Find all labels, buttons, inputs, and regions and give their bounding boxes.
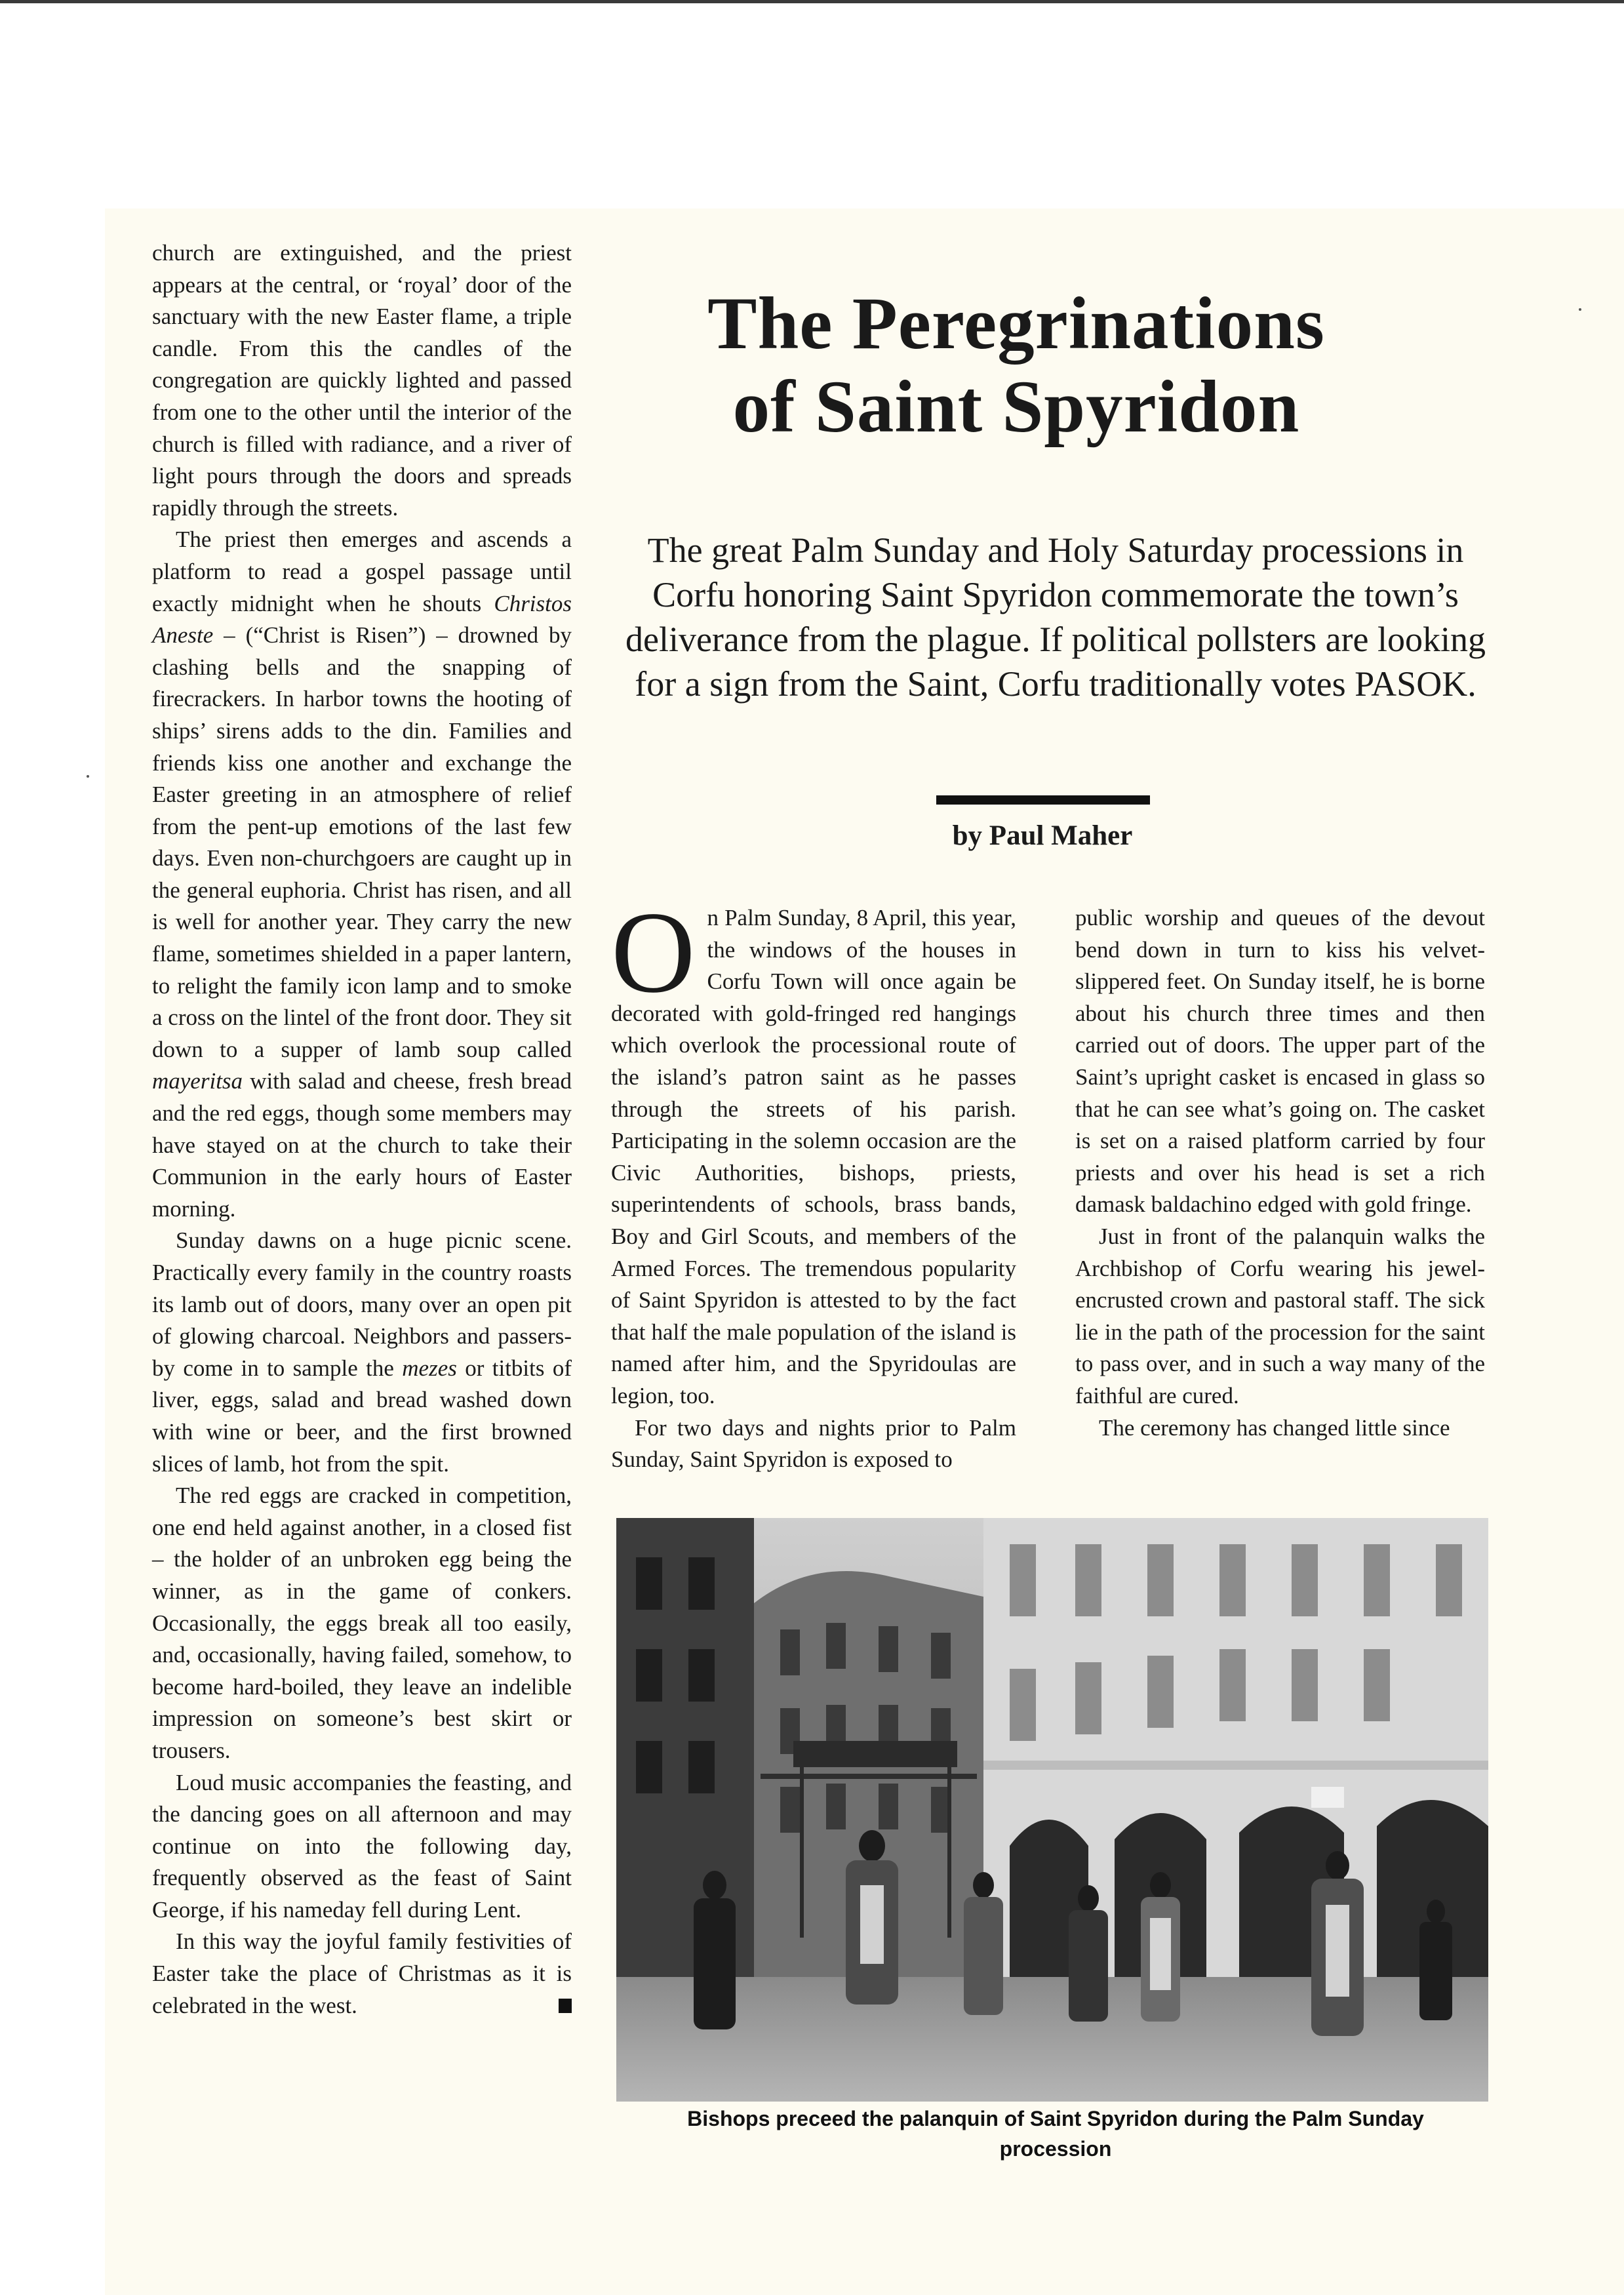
drop-cap: O [611,887,696,1017]
scan-speck [87,775,89,778]
left-paragraph-3 [152,1225,572,1480]
byline-rule [936,795,1150,805]
right-paragraph-1: public worship and queues of the devout bend down in turn to kiss his velvet-slippered feet. On Sunday itself, he is borne about his church three times and then carried out of doors. The upper part of the Saint’s upright casket is encased in glass so that he can see what’s going on. The casket is set on a raised platform carried by four priests and over his head is set a rich damask baldachino edged with gold fringe. [1075,905,1485,1218]
left-paragraph-5: Loud music accompanies the feasting, and the dancing goes on all afternoon and may continue on into the following day, frequently observed as the feast of Saint George, if his nameday fell during Lent. [152,1769,572,1923]
byline: by Paul Maher [952,820,1133,851]
procession-photo-illustration [616,1518,1488,2102]
left-paragraph-2 [152,524,572,1225]
photo-caption: Bishops preceed the palanquin of Saint Spyridon during the Palm Sunday procession [687,2107,1424,2161]
text-run: n Palm Sunday, 8 April, this year, the windows of the houses in Corfu Town will once again be decorated with gold-fringed red hangings which overlook the processional route of the island’s patron saint as he passes through the streets of his parish. Participating in the solemn occasion are the Civic Authorities, bishops, priests, superintendents of schools, brass bands, Boy and Girl Scouts, and members of the Armed Forces. The tremendous popularity of Saint Spyridon is attested to by the fact that half the male population of the island is named after him, and the Spyridoulas are legion, too. [611,905,1016,1408]
italic-greek-phrase: Christos Aneste [152,590,572,649]
title-line-2: of Saint Spyridon [732,366,1300,448]
text-run: or titbits of liver, eggs, salad and bread washed down with wine or beer, and the first browned slices of lamb, hot from the spit. [152,1355,572,1477]
title-line-1: The Peregrinations [707,283,1325,365]
text-run: In this way the joyful family festivities of Easter take the place of Christmas as it is celebrated in the west. [152,1928,572,2018]
right-column [1075,902,1485,1444]
text-run: – (“Christ is Risen”) – drowned by clashing bells and the snapping of firecrackers. In harbor towns the hooting of ships’ sirens adds to the din. Families and friends kiss one another and exchange the Easter greeting in an atmosphere of relief from the pent-up emotions of the last few days. Even non-churchgoers are caught up in the general euphoria. Christ has risen, and all is well for another year. They carry the new flame, sometimes shielded in a paper lantern, to relight the family icon lamp and to smoke a cross on the lintel of the front door. They sit down to a supper of lamb soup called [152,622,572,1062]
left-paragraph-4: The red eggs are cracked in competition, one end held against another, in a closed fist – the holder of an unbroken egg being the winner, as in the game of conkers. Occasionally, the eggs break all too easily, and, occasionally, having failed, somehow, to become hard-boiled, they leave an indelible impression on someone’s best skirt or trousers. [152,1483,572,1763]
middle-paragraph-2: For two days and nights prior to Palm Sunday, Saint Spyridon is exposed to [611,1414,1016,1473]
text-run: The priest then emerges and ascends a platform to read a gospel passage until exactly midnight when he shouts [152,527,572,616]
middle-paragraph-1 [611,887,1016,1412]
left-column [152,237,572,2022]
text-run: Sunday dawns on a huge picnic scene. Practically every family in the country roasts its lamb out of doors, many over an open pit of glowing charcoal. Neighbors and passers-by come in to sample the [152,1227,572,1381]
text-run: with salad and cheese, fresh bread and the red eggs, though some members may have stayed on at the church to take their Communion in the early hours of Easter morning. [152,1068,572,1222]
article-deck: The great Palm Sunday and Holy Saturday processions in Corfu honoring Saint Spyridon commemorate the town’s deliverance from the plague. If political pollsters are looking for a sign from the Saint, Corfu traditionally votes PASOK. [625,530,1486,704]
scan-speck [1579,308,1581,311]
right-paragraph-2: Just in front of the palanquin walks the Archbishop of Corfu wearing his jewel-encrusted crown and pastoral staff. The sick lie in the path of the procession for the saint to pass over, and in such a way many of the faithful are cured. [1075,1223,1485,1408]
middle-column [611,887,1016,1476]
scan-top-edge [0,0,1624,3]
left-paragraph-6 [152,1926,572,2022]
procession-photo [616,1518,1488,2102]
right-paragraph-3: The ceremony has changed little since [1099,1414,1450,1441]
end-of-article-mark [559,1999,572,2013]
article-title [649,282,1383,449]
left-paragraph-1: church are extinguished, and the priest appears at the central, or ‘royal’ door of the sanctuary with the new Easter flame, a triple candle. From this the candles of the congregation are quickly lighted and passed from one to the other until the interior of the church is filled with radiance, and a river of light pours through the doors and spreads rapidly through the streets. [152,240,572,521]
italic-mezes: mezes [402,1355,457,1381]
italic-dish-name: mayeritsa [152,1068,243,1094]
